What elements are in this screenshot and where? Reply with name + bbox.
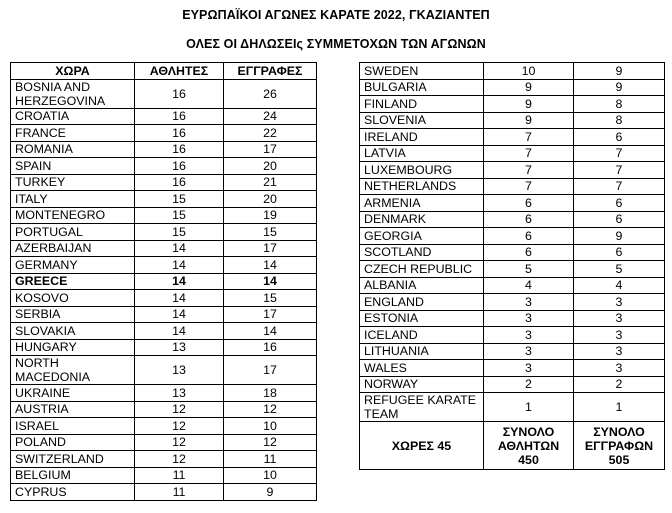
country-cell: GREECE [11,273,135,290]
athletes-cell: 14 [135,257,224,274]
entries-cell: 18 [224,385,317,402]
athletes-cell: 12 [135,451,224,468]
country-cell: SCOTLAND [360,244,484,261]
athletes-cell: 9 [484,112,574,129]
athletes-cell: 7 [484,178,574,195]
entries-cell: 22 [224,125,317,142]
athletes-cell: 14 [135,306,224,323]
table-row [360,129,665,146]
country-cell: SLOVAKIA [11,323,135,340]
table-row [11,273,317,290]
total-athletes-label: ΣΥΝΟΛΟ ΑΘΛΗΤΩΝ [497,424,560,453]
athletes-cell: 6 [484,244,574,261]
athletes-cell: 7 [484,129,574,146]
entries-cell: 3 [574,343,665,360]
country-cell: SLOVENIA [360,112,484,129]
athletes-cell: 13 [135,339,224,356]
table-row [11,191,317,208]
entries-cell: 6 [574,129,665,146]
table-row [11,467,317,484]
entries-cell: 9 [224,484,317,501]
country-cell: LATVIA [360,145,484,162]
entries-cell: 20 [224,191,317,208]
country-cell: BOSNIA AND HERZEGOVINA [11,79,135,108]
country-cell: SERBIA [11,306,135,323]
athletes-cell: 3 [484,294,574,311]
table-row [11,451,317,468]
country-cell: TURKEY [11,174,135,191]
table-row [360,228,665,245]
entries-cell: 6 [574,211,665,228]
country-cell: LUXEMBOURG [360,162,484,179]
table-row [11,257,317,274]
country-cell: ENGLAND [360,294,484,311]
entries-cell: 7 [574,178,665,195]
country-cell: KOSOVO [11,290,135,307]
table-row [360,310,665,327]
entries-cell: 21 [224,174,317,191]
athletes-cell: 3 [484,310,574,327]
country-cell: MONTENEGRO [11,207,135,224]
athletes-cell: 5 [484,261,574,278]
entries-cell: 4 [574,277,665,294]
right-entries-table [359,62,665,470]
table-row [11,79,317,108]
entries-cell: 9 [574,228,665,245]
total-entries-value: 505 [608,452,630,467]
entries-cell: 17 [224,306,317,323]
athletes-cell: 16 [135,158,224,175]
country-cell: HUNGARY [11,339,135,356]
athletes-cell: 9 [484,96,574,113]
athletes-cell: 14 [135,290,224,307]
athletes-cell: 16 [135,141,224,158]
table-row [360,393,665,422]
table-row [360,112,665,129]
table-row [11,290,317,307]
entries-cell: 11 [224,451,317,468]
entries-cell: 14 [224,273,317,290]
header-country: ΧΩΡΑ [11,63,135,80]
country-cell: CZECH REPUBLIC [360,261,484,278]
athletes-cell: 6 [484,228,574,245]
entries-cell: 15 [224,290,317,307]
athletes-cell: 12 [135,434,224,451]
athletes-cell: 2 [484,376,574,393]
total-athletes [484,422,574,470]
athletes-cell: 3 [484,343,574,360]
entries-cell: 24 [224,108,317,125]
country-cell: LITHUANIA [360,343,484,360]
total-entries-label: ΣΥΝΟΛΟ ΕΓΓΡΑΦΩΝ [584,424,654,453]
entries-cell: 3 [574,327,665,344]
entries-cell: 7 [574,162,665,179]
entries-cell: 6 [574,195,665,212]
left-entries-table [10,62,317,501]
athletes-cell: 12 [135,418,224,435]
table-row [11,306,317,323]
entries-cell: 8 [574,112,665,129]
athletes-cell: 3 [484,360,574,377]
country-cell: SPAIN [11,158,135,175]
athletes-cell: 7 [484,145,574,162]
entries-cell: 14 [224,257,317,274]
country-cell: IRELAND [360,129,484,146]
country-cell: SWITZERLAND [11,451,135,468]
athletes-cell: 1 [484,393,574,422]
athletes-cell: 10 [484,63,574,80]
athletes-cell: 12 [135,401,224,418]
athletes-cell: 6 [484,211,574,228]
table-row [11,339,317,356]
athletes-cell: 14 [135,323,224,340]
entries-cell: 6 [574,244,665,261]
table-row [360,327,665,344]
table-row [360,96,665,113]
entries-cell: 26 [224,79,317,108]
table-row [360,261,665,278]
athletes-cell: 15 [135,207,224,224]
country-cell: ESTONIA [360,310,484,327]
table-row [360,376,665,393]
country-cell: ICELAND [360,327,484,344]
table-row [11,224,317,241]
table-row [360,294,665,311]
table-row [11,158,317,175]
country-cell: ALBANIA [360,277,484,294]
athletes-cell: 11 [135,484,224,501]
country-cell: UKRAINE [11,385,135,402]
entries-cell: 7 [574,145,665,162]
country-cell: DENMARK [360,211,484,228]
entries-cell: 2 [574,376,665,393]
table-row [360,178,665,195]
country-cell: ISRAEL [11,418,135,435]
country-cell: PORTUGAL [11,224,135,241]
athletes-cell: 13 [135,356,224,385]
header-athletes: ΑΘΛΗΤΕΣ [135,63,224,80]
athletes-cell: 16 [135,125,224,142]
entries-cell: 16 [224,339,317,356]
table-row [11,434,317,451]
entries-cell: 17 [224,356,317,385]
entries-cell: 8 [574,96,665,113]
country-cell: CYPRUS [11,484,135,501]
country-cell: BELGIUM [11,467,135,484]
entries-cell: 15 [224,224,317,241]
table-row [11,401,317,418]
entries-cell: 12 [224,401,317,418]
entries-cell: 10 [224,418,317,435]
athletes-cell: 9 [484,79,574,96]
table-row [11,484,317,501]
table-row [360,63,665,80]
table-row [11,207,317,224]
athletes-cell: 14 [135,240,224,257]
athletes-cell: 16 [135,79,224,108]
entries-cell: 12 [224,434,317,451]
table-row [360,277,665,294]
athletes-cell: 16 [135,174,224,191]
athletes-cell: 4 [484,277,574,294]
country-cell: CROATIA [11,108,135,125]
table-row [11,418,317,435]
country-cell: AZERBAIJAN [11,240,135,257]
country-cell: SWEDEN [360,63,484,80]
country-cell: POLAND [11,434,135,451]
country-cell: AUSTRIA [11,401,135,418]
country-cell: ROMANIA [11,141,135,158]
athletes-cell: 3 [484,327,574,344]
table-row [360,343,665,360]
athletes-cell: 16 [135,108,224,125]
totals-row [360,422,665,470]
table-row [11,108,317,125]
country-cell: BULGARIA [360,79,484,96]
country-cell: WALES [360,360,484,377]
entries-cell: 9 [574,79,665,96]
entries-cell: 10 [224,467,317,484]
athletes-cell: 13 [135,385,224,402]
table-row [11,141,317,158]
header-entries: ΕΓΓΡΑΦΕΣ [224,63,317,80]
table-row [360,162,665,179]
country-cell: FINLAND [360,96,484,113]
athletes-cell: 6 [484,195,574,212]
country-cell: NETHERLANDS [360,178,484,195]
table-row [360,195,665,212]
table-header-row [11,63,317,80]
entries-cell: 17 [224,141,317,158]
country-cell: FRANCE [11,125,135,142]
table-row [360,145,665,162]
entries-cell: 20 [224,158,317,175]
entries-cell: 1 [574,393,665,422]
table-row [11,323,317,340]
entries-cell: 19 [224,207,317,224]
entries-cell: 14 [224,323,317,340]
table-row [11,240,317,257]
country-cell: GEORGIA [360,228,484,245]
country-cell: NORTH MACEDONIA [11,356,135,385]
table-row [11,356,317,385]
entries-cell: 3 [574,294,665,311]
table-row [11,125,317,142]
table-row [360,211,665,228]
table-row [360,244,665,261]
page-title: ΕΥΡΩΠΑΪΚΟΙ ΑΓΩΝΕΣ ΚΑΡΑΤΕ 2022, ΓΚΑΖΙΑΝΤΕΠ [182,8,490,22]
total-athletes-value: 450 [518,452,539,467]
entries-cell: 17 [224,240,317,257]
entries-cell: 3 [574,310,665,327]
table-row [11,174,317,191]
table-row [11,385,317,402]
total-countries: ΧΩΡΕΣ 45 [360,422,484,470]
country-cell: NORWAY [360,376,484,393]
athletes-cell: 14 [135,273,224,290]
country-cell: REFUGEE KARATE TEAM [360,393,484,422]
table-row [360,360,665,377]
country-cell: ARMENIA [360,195,484,212]
country-cell: GERMANY [11,257,135,274]
total-entries [574,422,665,470]
entries-cell: 9 [574,63,665,80]
entries-cell: 5 [574,261,665,278]
athletes-cell: 15 [135,191,224,208]
athletes-cell: 7 [484,162,574,179]
country-cell: ITALY [11,191,135,208]
table-row [360,79,665,96]
page-subtitle: ΟΛΕΣ ΟΙ ΔΗΛΩΣΕΙς ΣΥΜΜΕΤΟΧΩΝ ΤΩΝ ΑΓΩΝΩΝ [186,37,486,51]
entries-cell: 3 [574,360,665,377]
athletes-cell: 11 [135,467,224,484]
athletes-cell: 15 [135,224,224,241]
